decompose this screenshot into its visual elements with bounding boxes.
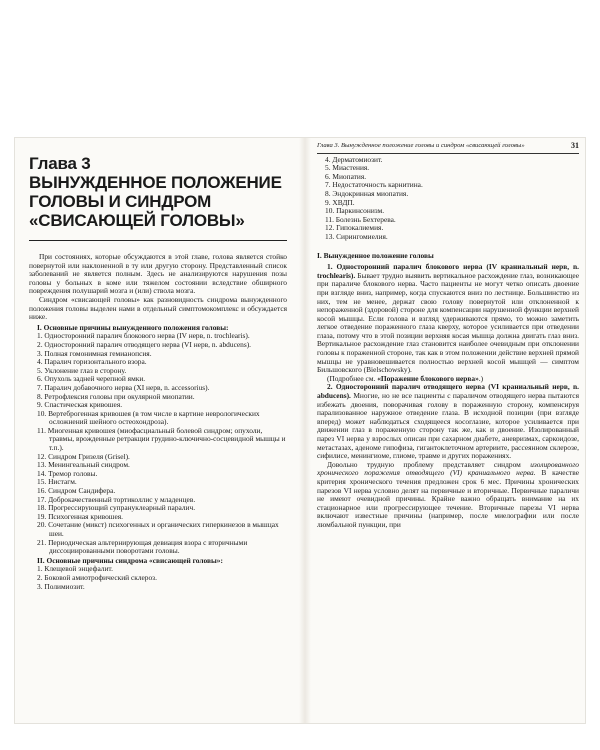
right-page xyxy=(311,138,585,723)
list-item: 1. Односторонний паралич блокового нерва (IV нерв, n. trochlearis). xyxy=(37,331,250,341)
list-item: 10. Паркинсонизм. xyxy=(325,206,385,216)
list-item: 17. Доброкачественный тортиколлис у младенцев. xyxy=(37,494,196,504)
list-item: 8. Эндокринная миопатия. xyxy=(325,188,409,198)
list-item: 5. Миастения. xyxy=(325,163,370,173)
list-item: 6. Миопатия. xyxy=(325,171,367,181)
intro xyxy=(29,253,287,322)
section1-heading: I. Основные причины вынужденного положения головы: xyxy=(37,322,229,332)
see-also-suffix: .) xyxy=(478,373,484,383)
list-item: 13. Сирингомиелия. xyxy=(325,231,388,241)
list-item: 4. Дерматомиозит. xyxy=(325,154,383,164)
list-item: 4. Паралич горизонтального взора. xyxy=(37,357,147,367)
list-item: 14. Тремор головы. xyxy=(37,468,98,478)
list-item: 12. Синдром Гризеля (Grisel). xyxy=(37,451,130,461)
book-gutter xyxy=(299,138,311,723)
running-head xyxy=(317,142,579,154)
chapter-title xyxy=(29,154,287,230)
paragraph-abducens xyxy=(317,383,579,460)
see-also-link[interactable]: «Поражение блокового нерва» xyxy=(377,373,479,383)
book-spread xyxy=(15,138,585,723)
list-item: 10. Вертеброгенная кривошея (в том числе в картине неврологических осложнений шейного остеохондроза). xyxy=(37,408,260,427)
left-page xyxy=(15,138,299,723)
list-item: 3. Полная гомонимная гемианопсия. xyxy=(37,348,152,358)
paragraph-text: . В качестве критерия хронического течения предложен срок 6 мес. Причины хронических парезов VI нерва условно делят на первичные и вторичные. Первичные параличи не имеют очевидной причины. Крайне важно обращать внимание на их стационарное или прогрессирующее течение. Вторичные парезы VI нерва включают известные причины (например, после миелографии или после люмбальной пункции, при xyxy=(317,468,579,529)
see-also-prefix: (Подробнее см. xyxy=(327,373,376,383)
title-line-2: ГОЛОВЫ И СИНДРОМ xyxy=(29,192,212,211)
list-item: 7. Недостаточность карнитина. xyxy=(325,180,423,190)
paragraph-text: Многие, но не все пациенты с параличом отводящего нерва пытаются избежать двоения, поворачивая голову в пораженную сторону, компенсируя парализованное наружное отведение глаза. В исходной позиции (при взгляде вперед) может наблюдаться сходящееся косоглазие, которое усиливается при движении глаз в пораженную сторону так же, как и двоение. Изолированный парез VI нерва у взрослых описан при сахарном диабете, аневризмах, саркоидозе, метастазах, аденоме гипофиза, гигантоклеточном артериите, рассеянном склерозе, сифилисе, менингиоме, глиоме, травме и других поражениях. xyxy=(317,391,579,461)
list-item: 19. Психогенная кривошея. xyxy=(37,511,124,521)
running-head-title: Глава 3. Вынужденное положение головы и синдром «свисающей головы» xyxy=(317,142,525,149)
list-item: 13. Менингеальный синдром. xyxy=(37,460,130,470)
list-item: 15. Нистагм. xyxy=(37,477,77,487)
chapter-label: Глава 3 xyxy=(29,154,91,173)
list-item: 6. Опухоль задней черепной ямки. xyxy=(37,374,146,384)
section-heading: I. Вынужденное положение головы xyxy=(317,250,434,260)
list-item: 8. Ретрофлексия головы при окулярной миопатии. xyxy=(37,391,195,401)
list-item: 21. Периодическая альтернирующая девиация взора с вторичными диссоциированными поворотами головы. xyxy=(37,537,248,556)
subsection-title: 1. Односторонний паралич блокового нерва (IV краниальный нерв, n. trochlearis). xyxy=(317,262,579,280)
section2-list xyxy=(29,565,287,591)
list-item: 7. Паралич добавочного нерва (XI нерв, n. accessorius). xyxy=(37,382,210,392)
section1-list xyxy=(29,332,287,555)
continued-list xyxy=(317,156,579,242)
paragraph-text: Бывает трудно выявить вертикальное расхождение глаз, возникающее при параличе блокового нерва. Часто пациенты не могут четко описать двоение при взгляде вниз, например, когда спускаются вниз по лестнице. Большинство из них, тем не менее, держат свою голову повернутой или отклоненной к непораженной (здоровой) стороне для компенсации нарушенной функции верхней косой мышцы. Если голова и взгляд удерживаются прямо, то можно заметить легкое отведение пораженного глаза кверху, которое усиливается при отведении глаза, потому что в этой позиции верхняя косая мышца должна двигать глаз вниз. Вертикальное расхождение глаз становится наиболее очевидным при отклонении головы к пораженной стороне, так как в этом положении действие верхней прямой мышцы не уравновешивается полностью верхней косой мышцей — симптом Бильшовского (Bielschowsky). xyxy=(317,270,579,375)
list-item: 2. Односторонний паралич отводящего нерва (VI нерв, n. abducens). xyxy=(37,339,252,349)
list-item: 20. Сочетание (микст) психогенных и органических гиперкинезов в мышцах шеи. xyxy=(37,520,279,538)
intro-paragraph: При состояниях, которые обсуждаются в этой главе, голова является стойко повернутой или наклоненной в ту или другую сторону. Представленный список заболеваний не является полным. Здесь не анализируются нарушения позы головы у больных в коме или тяжелом состоянии вследствие обширного повреждения полушарий мозга и (или) ствола мозга. xyxy=(29,252,287,296)
title-divider xyxy=(29,240,287,241)
list-item: 9. ХВДП. xyxy=(325,197,355,207)
list-item: 11. Миогенная кривошея (миофасциальный болевой синдром; опухоли, травмы, врожденные ретракции грудино-ключично-сосцевидной мышцы и т.п.). xyxy=(37,425,286,453)
list-item: 11. Болезнь Бехтерева. xyxy=(325,214,396,224)
list-item: 3. Полимиозит. xyxy=(37,581,85,591)
subsection-title: 2. Односторонний паралич отводящего нерва (VI краниальный нерв, n. abducens). xyxy=(317,382,579,401)
emphasis-text: изолированного хронического поражения отводящего (VI) краниального нерва xyxy=(317,459,579,478)
list-item: 2. Боковой амиотрофический склероз. xyxy=(37,572,157,582)
list-item: 16. Синдром Сандифера. xyxy=(37,486,116,496)
list-item: 12. Гипокалиемия. xyxy=(325,223,384,233)
intro-paragraph: Синдром «свисающей головы» как разновидность синдрома вынужденного положения головы выделен нами в отдельный симптомокомплекс и обсуждается ниже. xyxy=(29,294,287,322)
title-line-3: «СВИСАЮЩЕЙ ГОЛОВЫ» xyxy=(29,211,245,230)
paragraph-text: Довольно трудную проблему представляет синдром xyxy=(327,459,521,469)
page-number: 31 xyxy=(571,141,579,150)
paragraph-trochlear xyxy=(317,263,579,375)
list-item: 1. Клещевой энцефалит. xyxy=(37,564,113,574)
list-item: 9. Спастическая кривошея. xyxy=(37,400,123,410)
list-item: 18. Прогрессирующий супрануклеарный паралич. xyxy=(37,503,196,513)
section2-heading: II. Основные причины синдрома «свисающей головы»: xyxy=(37,555,223,565)
paragraph-chronic xyxy=(317,461,579,530)
title-line-1: ВЫНУЖДЕННОЕ ПОЛОЖЕНИЕ xyxy=(29,173,282,192)
list-item: 5. Уклонение глаз в сторону. xyxy=(37,365,127,375)
